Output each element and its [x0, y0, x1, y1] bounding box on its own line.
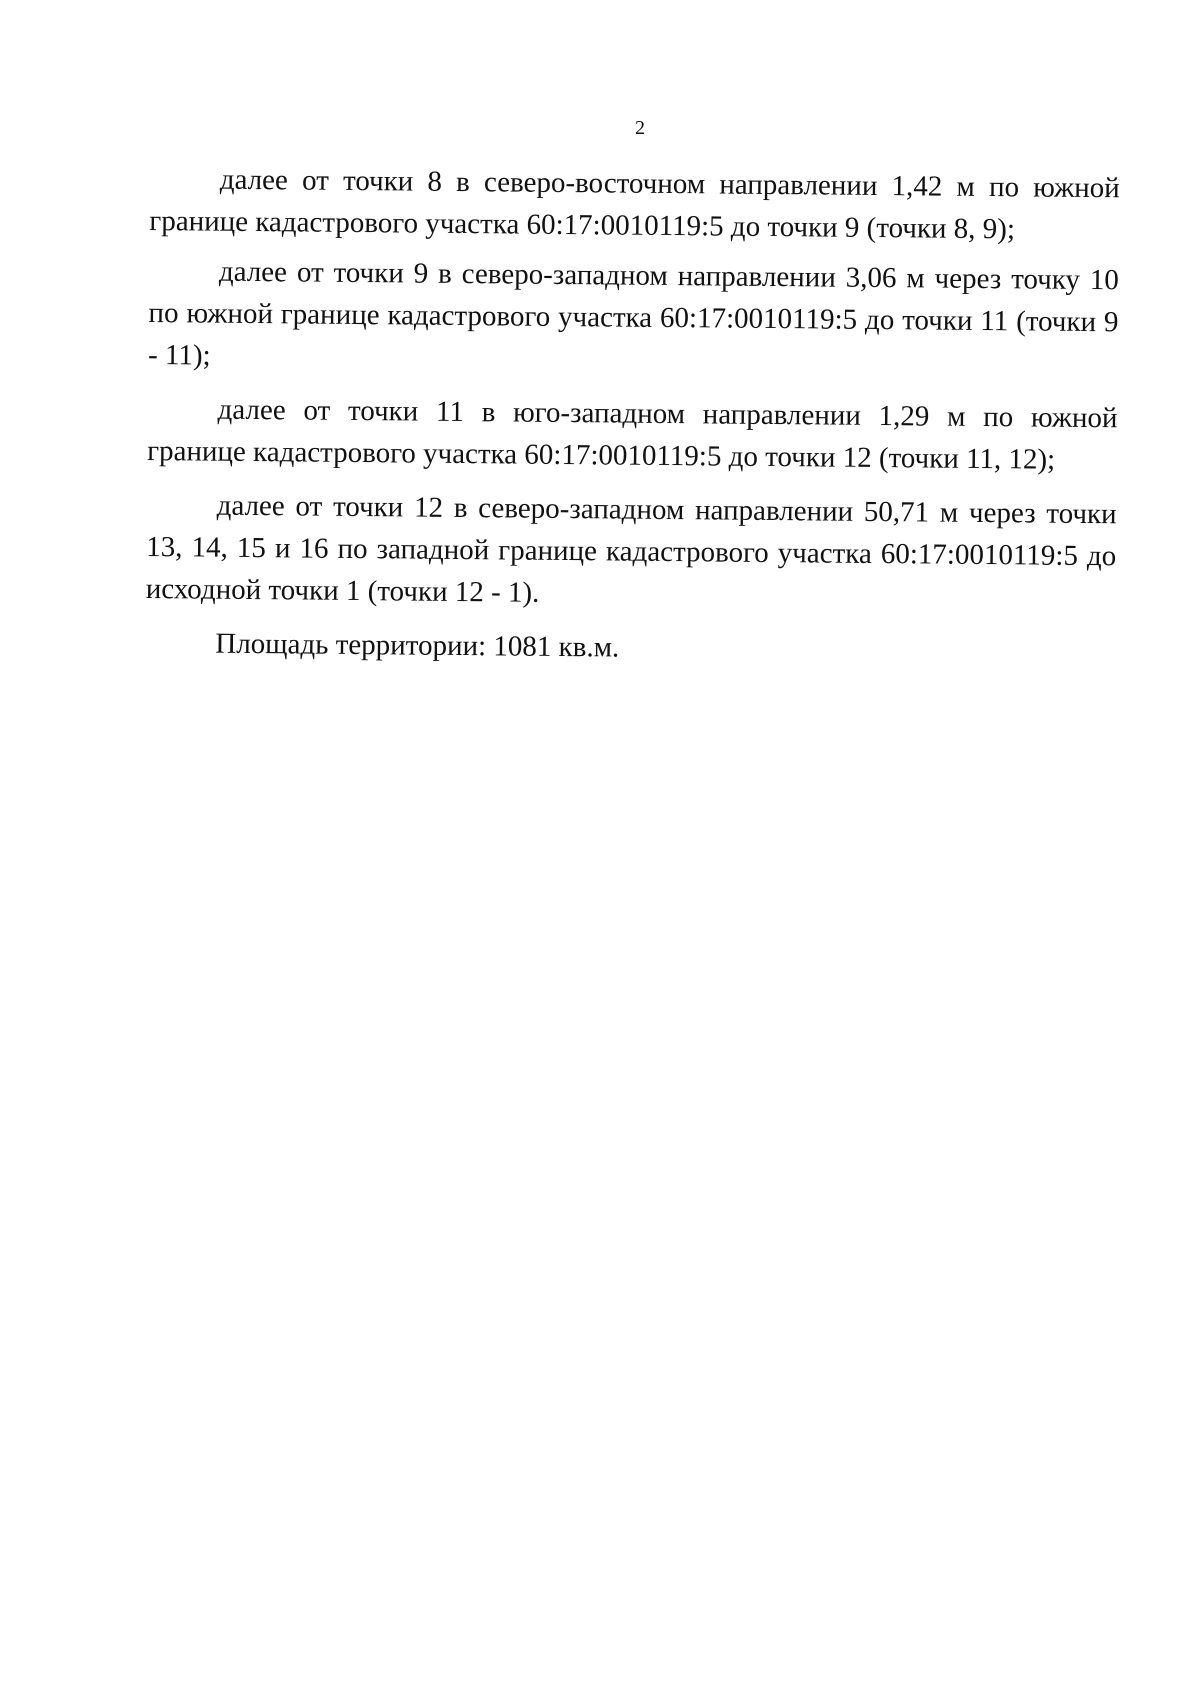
boundary-paragraph-point-9: далее от точки 9 в северо-западном направлении 3,06 м через точку 10 по южной границе кадастрового участка 60:17:0010119:5 до точки 11 (точки 9 - 11);: [147, 255, 1120, 372]
boundary-paragraph-point-8: далее от точки 8 в северо-восточном направлении 1,42 м по южной границе кадастрового участка 60:17:0010119:5 до точки 9 (точки 8, 9);: [149, 163, 1120, 246]
territory-area: Площадь территории: 1081 кв.м.: [215, 627, 620, 664]
boundary-paragraph-point-11: далее от точки 11 в юго-западном направлении 1,29 м по южной границе кадастрового участка 60:17:0010119:5 до точки 12 (точки 11, 12);: [147, 393, 1118, 476]
page-number: 2: [635, 117, 645, 139]
document-body: [145, 158, 1120, 685]
boundary-paragraph-point-12: далее от точки 12 в северо-западном направлении 50,71 м через точки 13, 14, 15 и 16 по западной границе кадастрового участка 60:17:0010119:5 до исходной точки 1 (точки 12 - 1).: [145, 489, 1117, 609]
